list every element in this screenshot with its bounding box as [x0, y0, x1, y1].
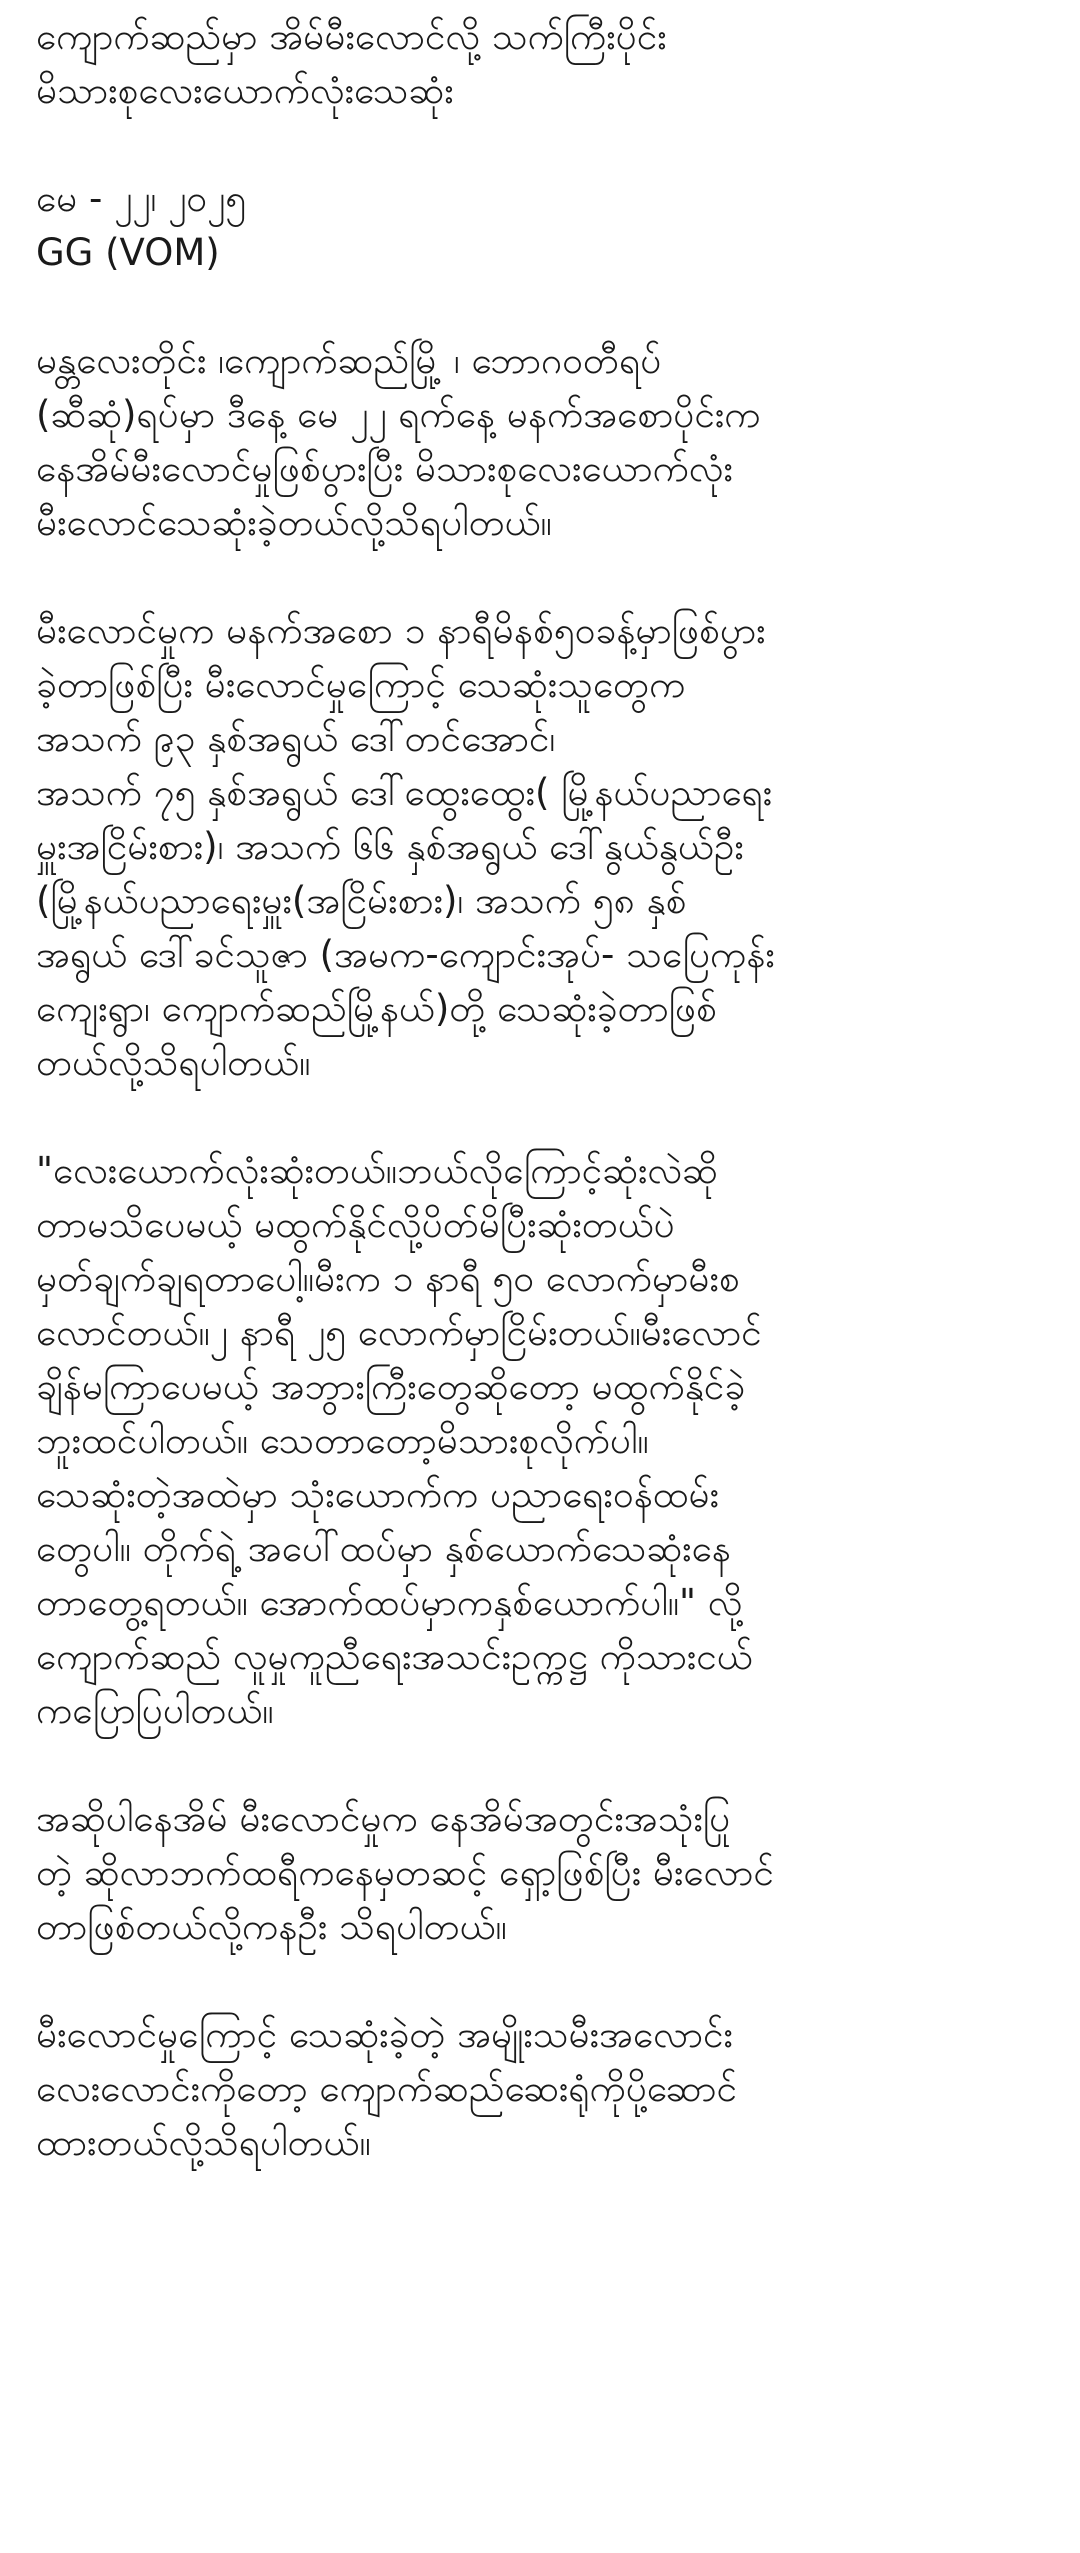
paragraph-line: ဘူးထင်ပါတယ်။ သေတာတော့မိသားစုလိုက်ပါ။ — [36, 1419, 649, 1462]
paragraph-line: ကျေးရွာ၊ ကျောက်ဆည်မြို့နယ်)တို့ သေဆုံးခဲ့တာဖြစ် — [36, 987, 717, 1030]
paragraph-line: လေးလောင်းကိုတော့ ကျောက်ဆည်ဆေးရုံကိုပို့ဆောင် — [36, 2067, 737, 2110]
article-title — [36, 10, 1044, 118]
paragraph-line: တယ်လို့သိရပါတယ်။ — [36, 1041, 311, 1084]
paragraph-line: အဆိုပါနေအိမ် မီးလောင်မှုက နေအိမ်အတွင်းအသုံးပြု — [36, 1797, 731, 1840]
paragraph-line: အသက် ၇၅ နှစ်အရွယ် ဒေါ်ထွေးထွေး( မြို့နယ်ပညာရေး — [36, 771, 773, 814]
paragraph-line: ကျောက်ဆည် လူမှုကူညီရေးအသင်းဥက္ကဋ္ဌ ကိုသားငယ် — [36, 1635, 753, 1678]
paragraph-cause — [36, 1792, 1044, 1954]
paragraph-line: တာဖြစ်တယ်လို့ကနဦး သိရပါတယ်။ — [36, 1905, 507, 1948]
title-line: မိသားစုလေးယောက်လုံးသေဆုံး — [36, 69, 454, 112]
paragraph-line: တဲ့ ဆိုလာဘက်ထရီကနေမှတဆင့် ရှော့ဖြစ်ပြီး မီးလောင် — [36, 1851, 774, 1894]
article-source: GG (VOM) — [36, 231, 220, 274]
paragraph-line: "လေးယောက်လုံးဆုံးတယ်။ဘယ်လိုကြောင့်ဆုံးလဲဆို — [36, 1149, 718, 1192]
paragraph-line: မီးလောင်သေဆုံးခဲ့တယ်လို့သိရပါတယ်။ — [36, 501, 552, 544]
paragraph-intro — [36, 334, 1044, 550]
paragraph-line: မီးလောင်မှုကြောင့် သေဆုံးခဲ့တဲ့ အမျိုးသမီးအလောင်း — [36, 2013, 733, 2056]
paragraph-hospital — [36, 2008, 1044, 2170]
paragraph-line: လောင်တယ်။၂ နာရီ ၂၅ လောက်မှာငြိမ်းတယ်။မီးလောင် — [36, 1311, 762, 1354]
paragraph-line: ချိန်မကြာပေမယ့် အဘွားကြီးတွေဆိုတော့ မထွက်နိုင်ခဲ့ — [36, 1365, 746, 1408]
paragraph-line: မှူးအငြိမ်းစား)၊ အသက် ၆၆ နှစ်အရွယ် ဒေါ်နွယ်နွယ်ဦး — [36, 825, 744, 868]
paragraph-line: ကပြောပြပါတယ်။ — [36, 1689, 274, 1732]
paragraph-line: နေအိမ်မီးလောင်မှုဖြစ်ပွားပြီး မိသားစုလေးယောက်လုံး — [36, 447, 733, 490]
paragraph-line: အရွယ် ဒေါ်ခင်သူဇာ (အမက-ကျောင်းအုပ်- သပြေကုန်း — [36, 933, 775, 976]
paragraph-line: မှတ်ချက်ချရတာပေါ့။မီးက ၁ နာရီ ၅၀ လောက်မှာမီးစ — [36, 1257, 740, 1300]
article-date: မေ - ၂၂၊ ၂၀၂၅ — [36, 177, 247, 220]
paragraph-line: ထားတယ်လို့သိရပါတယ်။ — [36, 2121, 371, 2164]
article-meta — [36, 172, 1044, 280]
paragraph-line: (ဆီဆုံ)ရပ်မှာ ဒီနေ့ မေ ၂၂ ရက်နေ့ မနက်အစောပိုင်းက — [36, 393, 761, 436]
title-line: ကျောက်ဆည်မှာ အိမ်မီးလောင်လို့ သက်ကြီးပိုင်း — [36, 15, 667, 58]
paragraph-line: တာမသိပေမယ့် မထွက်နိုင်လို့ပိတ်မိပြီးဆုံးတယ်ပဲ — [36, 1203, 675, 1246]
paragraph-line: ခဲ့တာဖြစ်ပြီး မီးလောင်မှုကြောင့် သေဆုံးသူတွေက — [36, 663, 686, 706]
paragraph-line: အသက် ၉၃ နှစ်အရွယ် ဒေါ်တင်အောင်၊ — [36, 717, 556, 760]
paragraph-line: တွေပါ။ တိုက်ရဲ့ အပေါ်ထပ်မှာ နှစ်ယောက်သေဆုံးနေ — [36, 1527, 731, 1570]
paragraph-victims — [36, 604, 1044, 1090]
paragraph-line: မန္တလေးတိုင်း ၊ကျောက်ဆည်မြို့ ၊ ဘောဂဝတီရပ် — [36, 339, 662, 382]
paragraph-quote — [36, 1144, 1044, 1738]
paragraph-line: တာတွေ့ရတယ်။ အောက်ထပ်မှာကနှစ်ယောက်ပါ။" လို့ — [36, 1581, 743, 1624]
paragraph-line: မီးလောင်မှုက မနက်အစော ၁ နာရီမိနစ်၅၀ခန့်မှာဖြစ်ပွား — [36, 609, 766, 652]
paragraph-line: (မြို့နယ်ပညာရေးမှူး(အငြိမ်းစား)၊ အသက် ၅၈ နှစ် — [36, 879, 687, 922]
paragraph-line: သေဆုံးတဲ့အထဲမှာ သုံးယောက်က ပညာရေးဝန်ထမ်း — [36, 1473, 720, 1516]
